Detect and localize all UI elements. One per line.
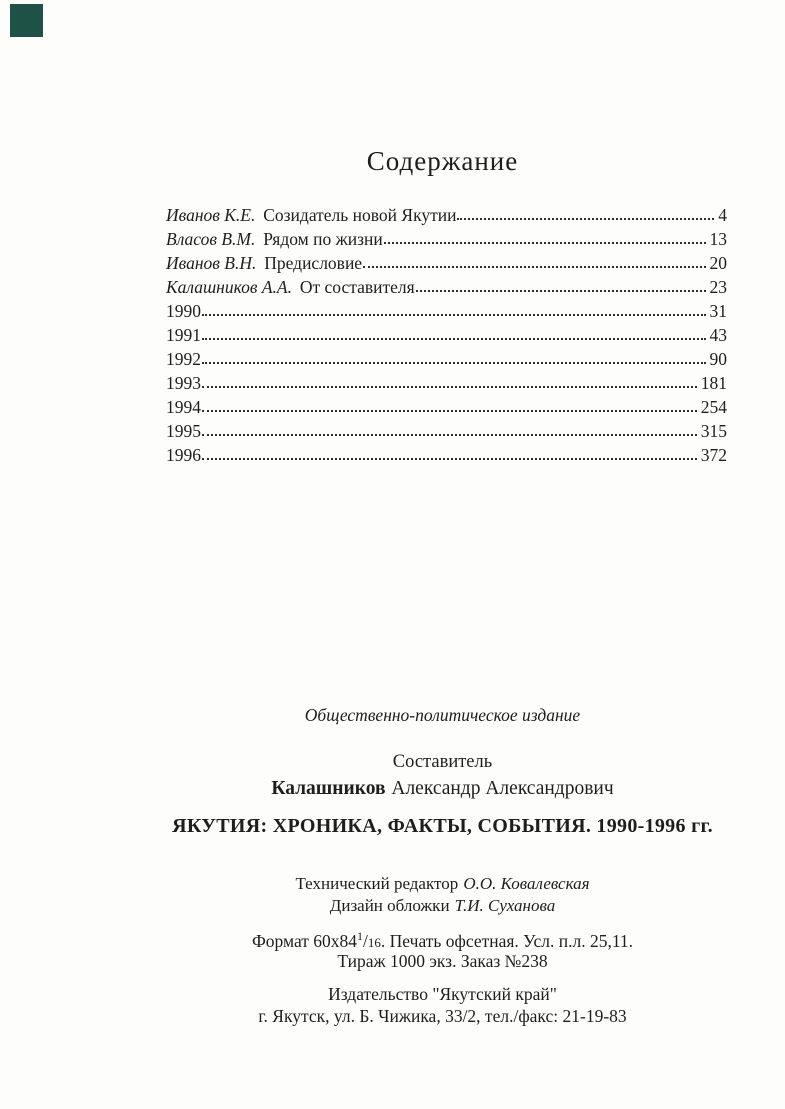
table-of-contents [166,203,727,467]
toc-entry-title: Рядом по жизни [263,229,383,249]
publisher-line: Издательство "Якутский край" [328,984,557,1004]
toc-entry-title: 1990 [166,301,201,321]
toc-dot-leader [202,458,697,460]
cover-design-name: Т.И. Суханова [454,896,556,915]
toc-dot-leader [457,218,714,220]
toc-entry-page: 315 [700,421,727,441]
compiler-label: Составитель [392,752,493,772]
toc-dot-leader [363,266,705,268]
toc-entry [166,227,727,251]
book-title: ЯКУТИЯ: ХРОНИКА, ФАКТЫ, СОБЫТИЯ. 1990-1996 гг. [172,815,713,837]
toc-entry [166,371,727,395]
compiler-given-names: Александр Александрович [391,778,614,799]
toc-dot-leader [202,434,697,436]
toc-entry-page: 43 [709,325,727,345]
format-slash: / [363,930,368,951]
toc-entry-title: Предисловие [264,253,363,273]
toc-dot-leader [202,410,697,412]
compiler-surname: Калашников [271,778,386,799]
page-title: Содержание [366,146,519,176]
toc-entry [166,419,727,443]
toc-entry-page: 181 [700,373,727,393]
toc-dot-leader [202,314,706,316]
page-content [100,0,785,1109]
toc-entry-page: 254 [700,397,727,417]
edition-type: Общественно-политическое издание [304,705,581,725]
toc-entry [166,347,727,371]
toc-dot-leader [202,362,706,364]
toc-entry [166,203,727,227]
toc-entry-author: Иванов В.Н. [166,253,257,273]
cover-design-line [100,896,785,916]
toc-entry [166,275,727,299]
toc-entry-title: 1992 [166,349,201,369]
toc-entry-title: 1996 [166,445,201,465]
toc-entry-page: 13 [709,229,727,249]
compiler-name [100,778,785,800]
toc-entry-page: 4 [718,205,727,225]
tech-editor-line [100,874,785,894]
toc-entry [166,299,727,323]
toc-dot-leader [202,338,706,340]
address-line: г. Якутск, ул. Б. Чижика, 33/2, тел./факс: 21-19-83 [258,1006,627,1026]
toc-dot-leader [416,290,706,292]
format-numerator: 1 [357,929,364,943]
toc-entry [166,251,727,275]
toc-entry-title: Созидатель новой Якутии [263,205,457,225]
toc-entry [166,443,727,467]
toc-entry [166,323,727,347]
format-denominator: 16 [367,934,381,950]
toc-entry [166,395,727,419]
toc-entry-title: 1993 [166,373,201,393]
format-line [100,929,785,952]
toc-entry-title: 1991 [166,325,201,345]
toc-entry-title: 1995 [166,421,201,441]
tech-editor-label: Технический редактор [295,874,459,893]
toc-entry-page: 20 [709,253,727,273]
toc-dot-leader [384,242,706,244]
toc-entry-page: 23 [709,277,727,297]
toc-entry-title: 1994 [166,397,201,417]
print-run-line: Тираж 1000 экз. Заказ №238 [337,951,548,971]
toc-dot-leader [202,386,697,388]
format-prefix: Формат 60х84 [251,930,358,951]
toc-entry-page: 90 [709,349,727,369]
toc-entry-author: Калашников А.А. [166,277,292,297]
scan-corner-mark [10,4,43,37]
format-suffix: . Печать офсетная. Усл. п.л. 25,11. [380,930,634,951]
toc-entry-title: От составителя [299,277,415,297]
toc-entry-page: 372 [700,445,727,465]
cover-design-label: Дизайн обложки [329,896,450,915]
tech-editor-name: О.О. Ковалевская [463,874,590,893]
toc-entry-author: Власов В.М. [166,229,256,249]
toc-entry-page: 31 [709,301,727,321]
toc-entry-author: Иванов К.Е. [166,205,256,225]
